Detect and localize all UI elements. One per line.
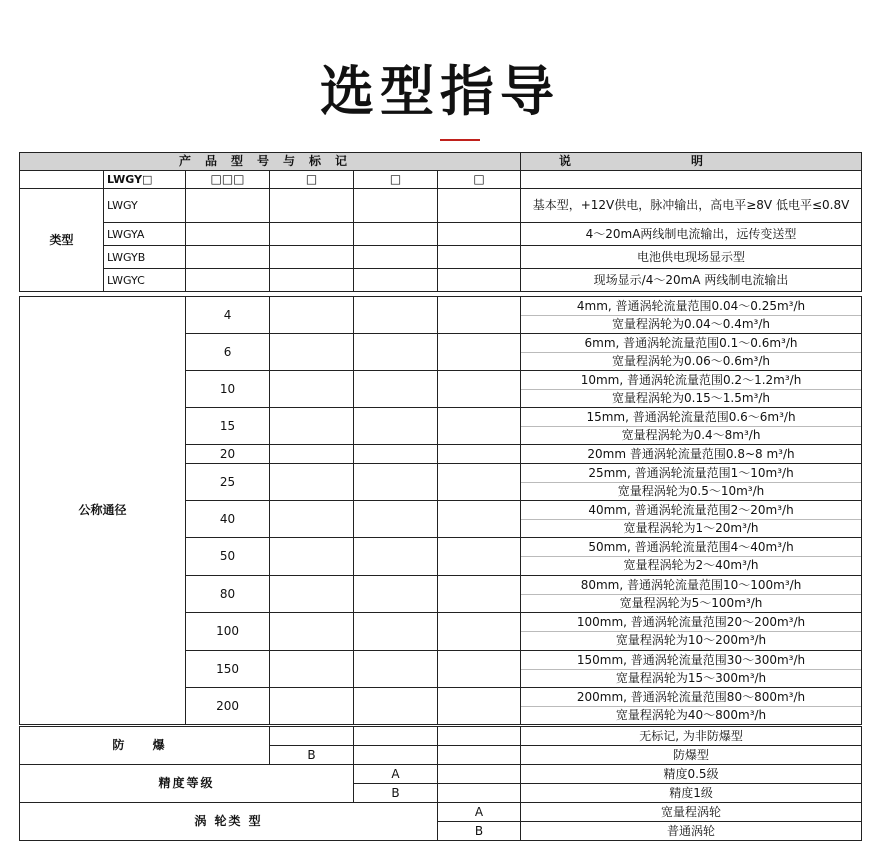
size-desc: 150mm, 普通涡轮流量范围30～300m³/h 宽量程涡轮为15～300m³/h	[521, 651, 862, 688]
type-code: LWGYC	[104, 269, 186, 292]
table-cell	[270, 501, 354, 538]
table-cell	[438, 765, 521, 784]
size-value: 50	[186, 538, 270, 576]
table-cell	[354, 746, 438, 765]
table-cell	[270, 371, 354, 408]
table-cell	[270, 297, 354, 334]
table-cell	[438, 297, 521, 334]
table-cell	[354, 501, 438, 538]
table-cell	[354, 464, 438, 501]
type-code: LWGYB	[104, 246, 186, 269]
table-cell	[270, 727, 354, 746]
table-cell	[270, 613, 354, 651]
group-diameter: 公称通径	[20, 297, 186, 725]
table-cell	[354, 651, 438, 688]
table-cell	[270, 408, 354, 445]
size-desc: 200mm, 普通涡轮流量范围80～800m³/h 宽量程涡轮为40～800m³/h	[521, 688, 862, 725]
size-desc: 4mm, 普通涡轮流量范围0.04～0.25m³/h 宽量程涡轮为0.04～0.4m³/h	[521, 297, 862, 334]
table-cell	[438, 269, 521, 292]
table-cell	[354, 576, 438, 613]
selection-table	[19, 152, 862, 292]
table-cell	[438, 501, 521, 538]
size-desc: 6mm, 普通涡轮流量范围0.1～0.6m³/h 宽量程涡轮为0.06～0.6m³/h	[521, 334, 862, 371]
table-cell	[354, 189, 438, 223]
table-cell	[438, 334, 521, 371]
type-desc: 电池供电现场显示型	[521, 246, 862, 269]
group-accuracy: 精度等级	[20, 765, 354, 803]
table-cell	[270, 189, 354, 223]
size-desc: 25mm, 普通涡轮流量范围1～10m³/h 宽量程涡轮为0.5～10m³/h	[521, 464, 862, 501]
table-cell	[354, 688, 438, 725]
table-cell	[354, 223, 438, 246]
table-cell	[186, 246, 270, 269]
size-value: 100	[186, 613, 270, 651]
table-cell	[270, 223, 354, 246]
turbine-code: B	[438, 822, 521, 841]
code-box: □	[270, 171, 354, 189]
type-code: LWGY	[104, 189, 186, 223]
table-cell	[270, 334, 354, 371]
type-desc: 4～20mA两线制电流输出，远传变送型	[521, 223, 862, 246]
table-cell	[438, 464, 521, 501]
size-value: 15	[186, 408, 270, 445]
table-cell	[270, 688, 354, 725]
table-cell	[186, 269, 270, 292]
table-cell	[438, 408, 521, 445]
page-title: 选型指导	[320, 59, 560, 123]
table-cell	[438, 576, 521, 613]
type-desc: 基本型，+12V供电，脉冲输出，高电平≥8V 低电平≤0.8V	[521, 189, 862, 223]
group-turbine: 涡 轮类 型	[20, 803, 438, 841]
code-boxes: □□□	[186, 171, 270, 189]
table-cell	[354, 538, 438, 576]
table-cell	[438, 688, 521, 725]
model-prefix: LWGY□	[104, 171, 186, 189]
type-desc: 现场显示/4～20mA 两线制电流输出	[521, 269, 862, 292]
table-cell	[438, 445, 521, 464]
explosion-code: B	[270, 746, 354, 765]
size-desc: 100mm, 普通涡轮流量范围20～200m³/h 宽量程涡轮为10～200m³/h	[521, 613, 862, 651]
group-explosion: 防 爆	[20, 727, 270, 765]
table-cell	[270, 445, 354, 464]
blank-cell	[521, 171, 862, 189]
table-cell	[438, 538, 521, 576]
size-value: 6	[186, 334, 270, 371]
size-desc: 10mm, 普通涡轮流量范围0.2～1.2m³/h 宽量程涡轮为0.15～1.5m³/h	[521, 371, 862, 408]
table-cell	[354, 727, 438, 746]
table-cell	[438, 613, 521, 651]
blank-cell	[20, 171, 104, 189]
size-desc: 40mm, 普通涡轮流量范围2～20m³/h 宽量程涡轮为1～20m³/h	[521, 501, 862, 538]
table-cell	[270, 246, 354, 269]
size-value: 40	[186, 501, 270, 538]
size-value: 20	[186, 445, 270, 464]
group-type: 类型	[20, 189, 104, 292]
table-cell	[354, 246, 438, 269]
table-cell	[438, 651, 521, 688]
turbine-desc: 普通涡轮	[521, 822, 862, 841]
size-desc: 20mm 普通涡轮流量范围0.8~8 m³/h	[521, 445, 862, 464]
diameter-table	[19, 296, 862, 725]
size-value: 25	[186, 464, 270, 501]
turbine-desc: 宽量程涡轮	[521, 803, 862, 822]
table-cell	[270, 269, 354, 292]
table-cell	[270, 651, 354, 688]
table-cell	[438, 246, 521, 269]
title-underline	[440, 139, 480, 141]
header-product-model: 产品型号与标记	[20, 153, 521, 171]
table-cell	[354, 297, 438, 334]
table-cell	[270, 464, 354, 501]
table-cell	[438, 784, 521, 803]
turbine-code: A	[438, 803, 521, 822]
table-cell	[354, 613, 438, 651]
options-table	[19, 726, 862, 841]
table-cell	[270, 576, 354, 613]
table-cell	[438, 727, 521, 746]
size-value: 200	[186, 688, 270, 725]
accuracy-code: B	[354, 784, 438, 803]
accuracy-code: A	[354, 765, 438, 784]
table-cell	[438, 371, 521, 408]
accuracy-desc: 精度0.5级	[521, 765, 862, 784]
size-value: 10	[186, 371, 270, 408]
table-cell	[438, 223, 521, 246]
table-cell	[438, 189, 521, 223]
table-cell	[354, 371, 438, 408]
size-value: 4	[186, 297, 270, 334]
header-description: 说明	[521, 153, 862, 171]
size-value: 80	[186, 576, 270, 613]
type-code: LWGYA	[104, 223, 186, 246]
explosion-desc: 防爆型	[521, 746, 862, 765]
table-cell	[354, 408, 438, 445]
accuracy-desc: 精度1级	[521, 784, 862, 803]
table-cell	[354, 269, 438, 292]
size-desc: 50mm, 普通涡轮流量范围4～40m³/h 宽量程涡轮为2～40m³/h	[521, 538, 862, 576]
table-cell	[354, 445, 438, 464]
size-desc: 15mm, 普通涡轮流量范围0.6～6m³/h 宽量程涡轮为0.4～8m³/h	[521, 408, 862, 445]
table-cell	[438, 746, 521, 765]
table-cell	[354, 334, 438, 371]
code-box: □	[438, 171, 521, 189]
size-desc: 80mm, 普通涡轮流量范围10～100m³/h 宽量程涡轮为5～100m³/h	[521, 576, 862, 613]
table-cell	[270, 538, 354, 576]
code-box: □	[354, 171, 438, 189]
table-cell	[186, 223, 270, 246]
size-value: 150	[186, 651, 270, 688]
explosion-none-desc: 无标记, 为非防爆型	[521, 727, 862, 746]
table-cell	[186, 189, 270, 223]
